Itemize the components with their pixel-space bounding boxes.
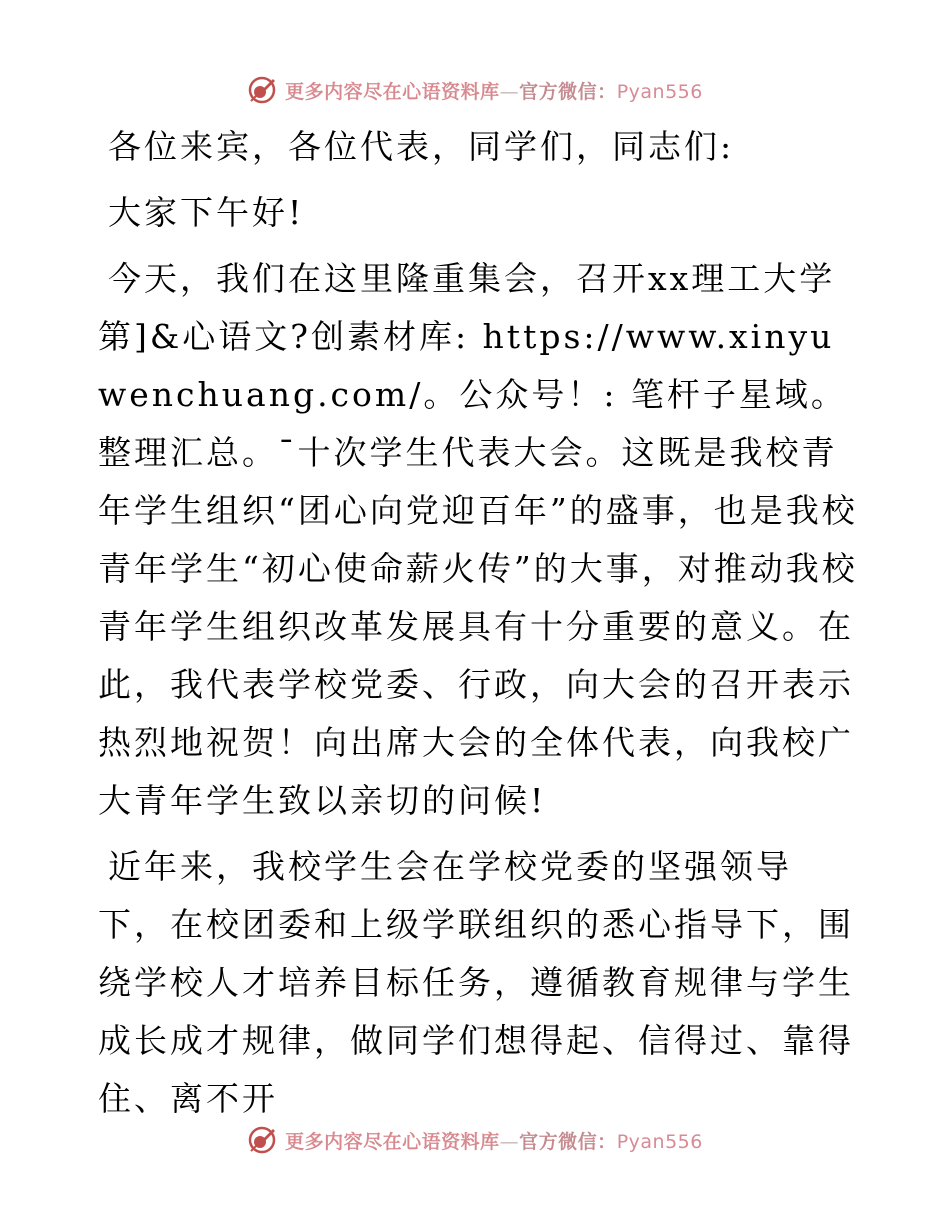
- paragraph-salutation: 各位来宾，各位代表，同学们，同志们:: [108, 127, 735, 166]
- watermark-wechat-id: Pyan556: [616, 80, 703, 103]
- watermark-library-text: 更多内容尽在心语资料库: [285, 1130, 500, 1153]
- watermark-library-text: 更多内容尽在心语资料库: [285, 80, 500, 103]
- document-body: [98, 118, 858, 1136]
- pen-circle-logo-icon: [247, 75, 277, 105]
- watermark-wechat-label: 官方微信：: [519, 80, 617, 103]
- watermark-separator: —: [499, 80, 520, 103]
- watermark-separator: —: [499, 1130, 520, 1153]
- paragraph-recent-years: 近年来，我校学生会在学校党委的坚强领导下，在校团委和上级学联组织的悉心指导下，围绕学校人才培养目标任务，遵循教育规律与学生成长成才规律，做同学们想得起、信得过、靠得住、离不开: [98, 847, 854, 1118]
- paragraph-opening: 今天，我们在这里隆重集会，召开xx理工大学第]&心语文?创素材库: https://www.xinyuwenchuang.com/。公众号！: 笔杆子星域。整理汇总。¯十次学生代表大会。这既是我校青年学生组织“团心向党迎百年”的盛事，也是我校青年学生“初心使命薪火传”的大事，对推动我校青年学生组织改革发展具有十分重要的意义。在此，我代表学校党委、行政，向大会的召开表示热烈地祝贺！向出席大会的全体代表，向我校广大青年学生致以亲切的问候!: [98, 259, 858, 820]
- watermark-text: [285, 1127, 703, 1154]
- paragraph-greeting: 大家下午好!: [108, 193, 305, 232]
- header-watermark: [0, 70, 950, 110]
- pen-circle-logo-icon: [247, 1125, 277, 1155]
- watermark-wechat-id: Pyan556: [616, 1130, 703, 1153]
- watermark-wechat-label: 官方微信：: [519, 1130, 617, 1153]
- watermark-text: [285, 77, 703, 104]
- footer-watermark: [0, 1120, 950, 1160]
